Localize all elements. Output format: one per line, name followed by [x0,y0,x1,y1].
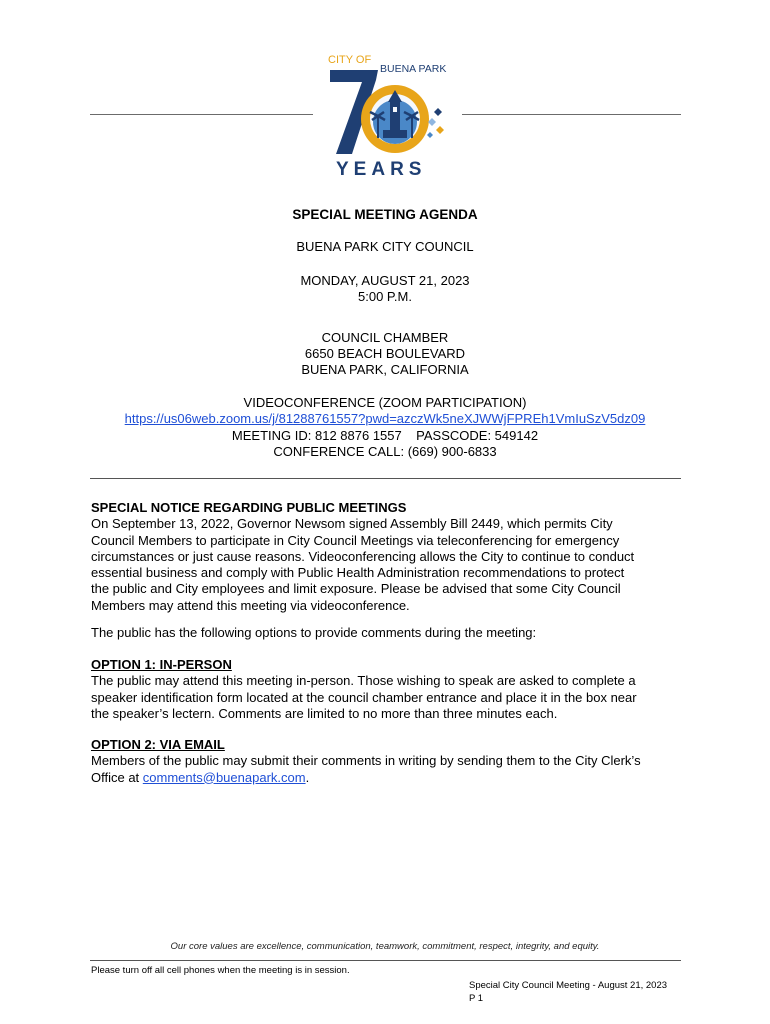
notice-line: essential business and comply with Public Health Administration recommendations to protect [91,565,625,581]
city-logo [322,50,448,180]
location-line-2: 6650 BEACH BOULEVARD [304,346,466,361]
footer-rule [90,960,681,961]
option1-line: speaker identification form located at the council chamber entrance and place it in the box near [91,689,637,705]
logo-years: YEARS [336,159,427,180]
notice-line: the public and City employees and limit exposure. Please be advised that some City Council [91,581,621,597]
notice-line: circumstances or just cause reasons. Videoconferencing allows the City to continue to conduct [91,548,635,564]
meeting-id: MEETING ID: 812 8876 1557 PASSCODE: 549142 [231,428,539,443]
city-70-years-logo-icon [322,50,448,180]
options-intro: The public has the following options to provide comments during the meeting: [91,625,537,640]
option2-heading: OPTION 2: VIA EMAIL [91,737,225,752]
page-info [469,979,667,1005]
option1-line: The public may attend this meeting in-person. Those wishing to speak are asked to complete a [91,673,636,689]
notice-heading: SPECIAL NOTICE REGARDING PUBLIC MEETINGS [91,500,407,515]
location-line-1: COUNCIL CHAMBER [321,330,449,345]
location-line-3: BUENA PARK, CALIFORNIA [301,362,469,377]
option2-section [91,737,691,786]
logo-city-name: BUENA PARK [380,63,447,75]
conference-call: CONFERENCE CALL: (669) 900-6833 [273,444,497,459]
video-heading: VIDEOCONFERENCE (ZOOM PARTICIPATION) [243,395,527,410]
option1-heading: OPTION 1: IN-PERSON [91,657,232,672]
meeting-time: 5:00 P.M. [358,289,412,304]
header-rule-left [90,114,313,115]
section-divider [90,478,681,479]
agenda-title: SPECIAL MEETING AGENDA [292,207,478,222]
zoom-link-row [0,411,770,427]
meeting-date: MONDAY, AUGUST 21, 2023 [300,273,470,288]
header-rule-right [462,114,681,115]
option2-line-2 [91,770,691,786]
option2-suffix: . [305,769,310,785]
zoom-link[interactable]: https://us06web.zoom.us/j/81288761557?pwd=azczWk5neXJWWjFPREh1VmIuSzV5dz09 [124,411,646,426]
option2-line-1: Members of the public may submit their comments in writing by sending them to the City Clerk’s [91,753,641,769]
option1-line: the speaker’s lectern. Comments are limited to no more than three minutes each. [91,705,558,721]
page-number: P 1 [469,993,484,1004]
clerk-email-link[interactable]: comments@buenapark.com [142,769,306,785]
council-name: BUENA PARK CITY COUNCIL [296,239,474,254]
notice-line: Members may attend this meeting via videoconference. [91,597,410,613]
option2-prefix: Office at [91,769,143,785]
logo-city-of: CITY OF [328,54,372,66]
notice-line: On September 13, 2022, Governor Newsom signed Assembly Bill 2449, which permits City [91,516,613,532]
meeting-label: Special City Council Meeting - August 21, 2023 [469,980,668,991]
option1-section [91,657,691,722]
phones-note: Please turn off all cell phones when the meeting is in session. [91,965,350,976]
notice-line: Council Members to participate in City Council Meetings via teleconferencing for emergency [91,532,620,548]
notice-section [91,500,691,614]
core-values: Our core values are excellence, communication, teamwork, commitment, respect, integrity, and equity. [170,941,600,952]
